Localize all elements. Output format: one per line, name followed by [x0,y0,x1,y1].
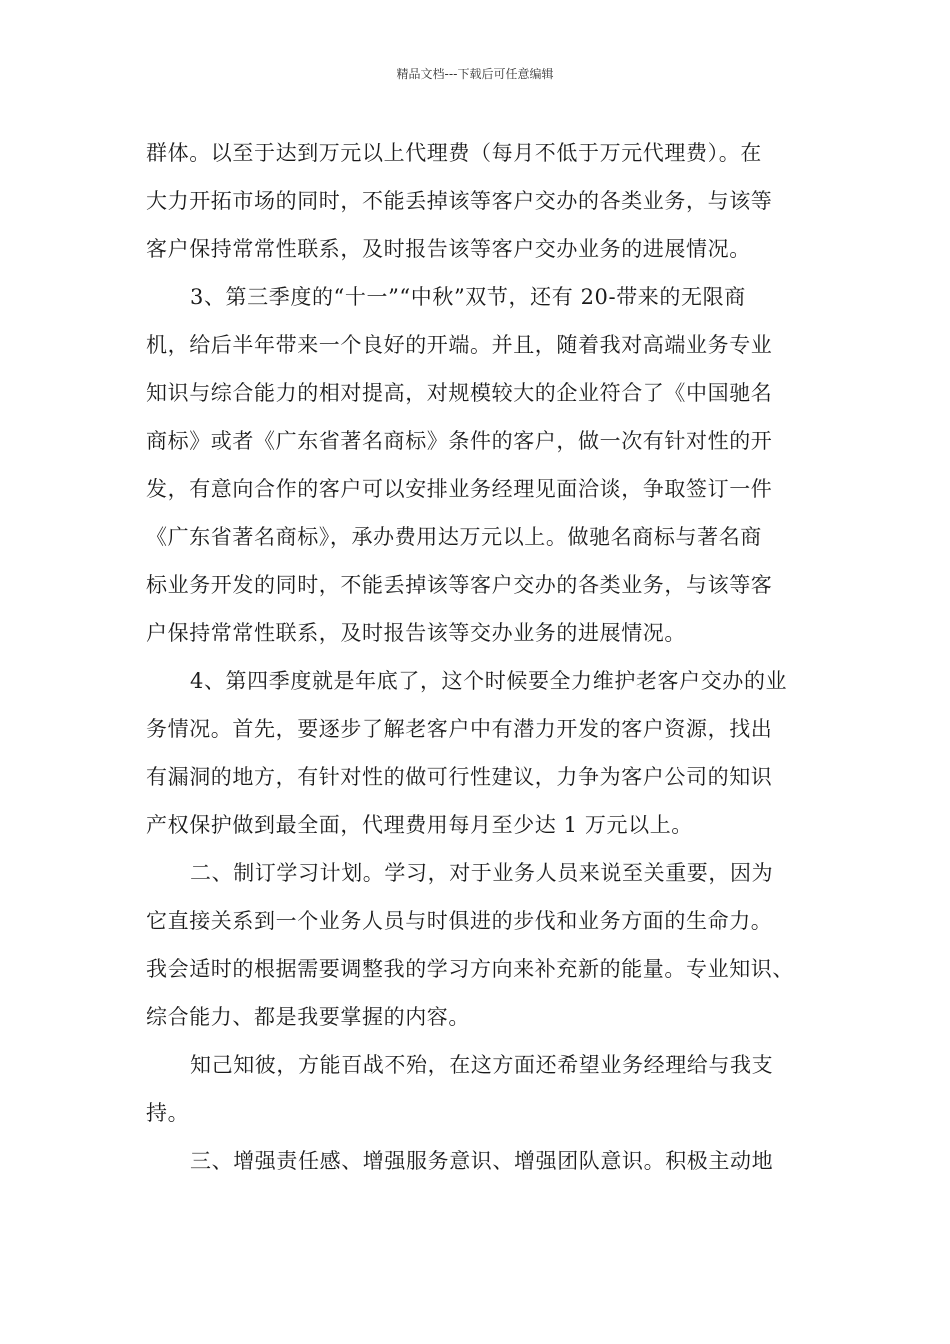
text-line: 客户保持常常性联系，及时报告该等客户交办业务的进展情况。 [146,237,751,261]
text-line: 商标》或者《广东省著名商标》条件的客户，做一次有针对性的开 [146,429,773,453]
text-line: 它直接关系到一个业务人员与时俱进的步伐和业务方面的生命力。 [146,909,773,933]
text-line: 产权保护做到最全面，代理费用每月至少达 1 万元以上。 [146,813,693,837]
text-line: 综合能力、都是我要掌握的内容。 [146,1005,470,1029]
text-line: 二、制订学习计划。学习，对于业务人员来说至关重要，因为 [190,861,774,885]
paragraph [146,657,806,849]
text-line: 有漏洞的地方，有针对性的做可行性建议，力争为客户公司的知识 [146,765,773,789]
text-line: 持。 [146,1101,190,1125]
text-line: 知识与综合能力的相对提高，对规模较大的企业符合了《中国驰名 [146,381,773,405]
text-line: 务情况。首先，要逐步了解老客户中有潜力开发的客户资源，找出 [146,717,773,741]
text-line: 3、第三季度的“十一”“中秋”双节，还有 20-带来的无限商 [190,285,746,309]
text-line: 机，给后半年带来一个良好的开端。并且，随着我对高端业务专业 [146,333,773,357]
text-line: 三、增强责任感、增强服务意识、增强团队意识。积极主动地 [190,1149,774,1173]
text-line: 户保持常常性联系，及时报告该等交办业务的进展情况。 [146,621,686,645]
text-line: 发，有意向合作的客户可以安排业务经理见面洽谈，争取签订一件 [146,477,773,501]
paragraph [146,1041,806,1137]
text-line: 《广东省著名商标》，承办费用达万元以上。做驰名商标与著名商 [146,525,762,549]
text-line: 标业务开发的同时，不能丢掉该等客户交办的各类业务，与该等客 [146,573,773,597]
paragraph [146,849,806,1041]
document-body [146,129,806,1185]
text-line: 大力开拓市场的同时，不能丢掉该等客户交办的各类业务，与该等 [146,189,773,213]
paragraph [146,1137,806,1185]
text-line: 群体。以至于达到万元以上代理费（每月不低于万元代理费）。在 [146,141,762,165]
text-line: 知己知彼，方能百战不殆，在这方面还希望业务经理给与我支 [190,1053,774,1077]
paragraph [146,129,806,273]
text-line: 4、第四季度就是年底了，这个时候要全力维护老客户交办的业 [190,669,788,693]
text-line: 我会适时的根据需要调整我的学习方向来补充新的能量。专业知识、 [146,957,794,981]
page-header: 精品文档---下载后可任意编辑 [396,67,554,81]
paragraph [146,273,806,657]
